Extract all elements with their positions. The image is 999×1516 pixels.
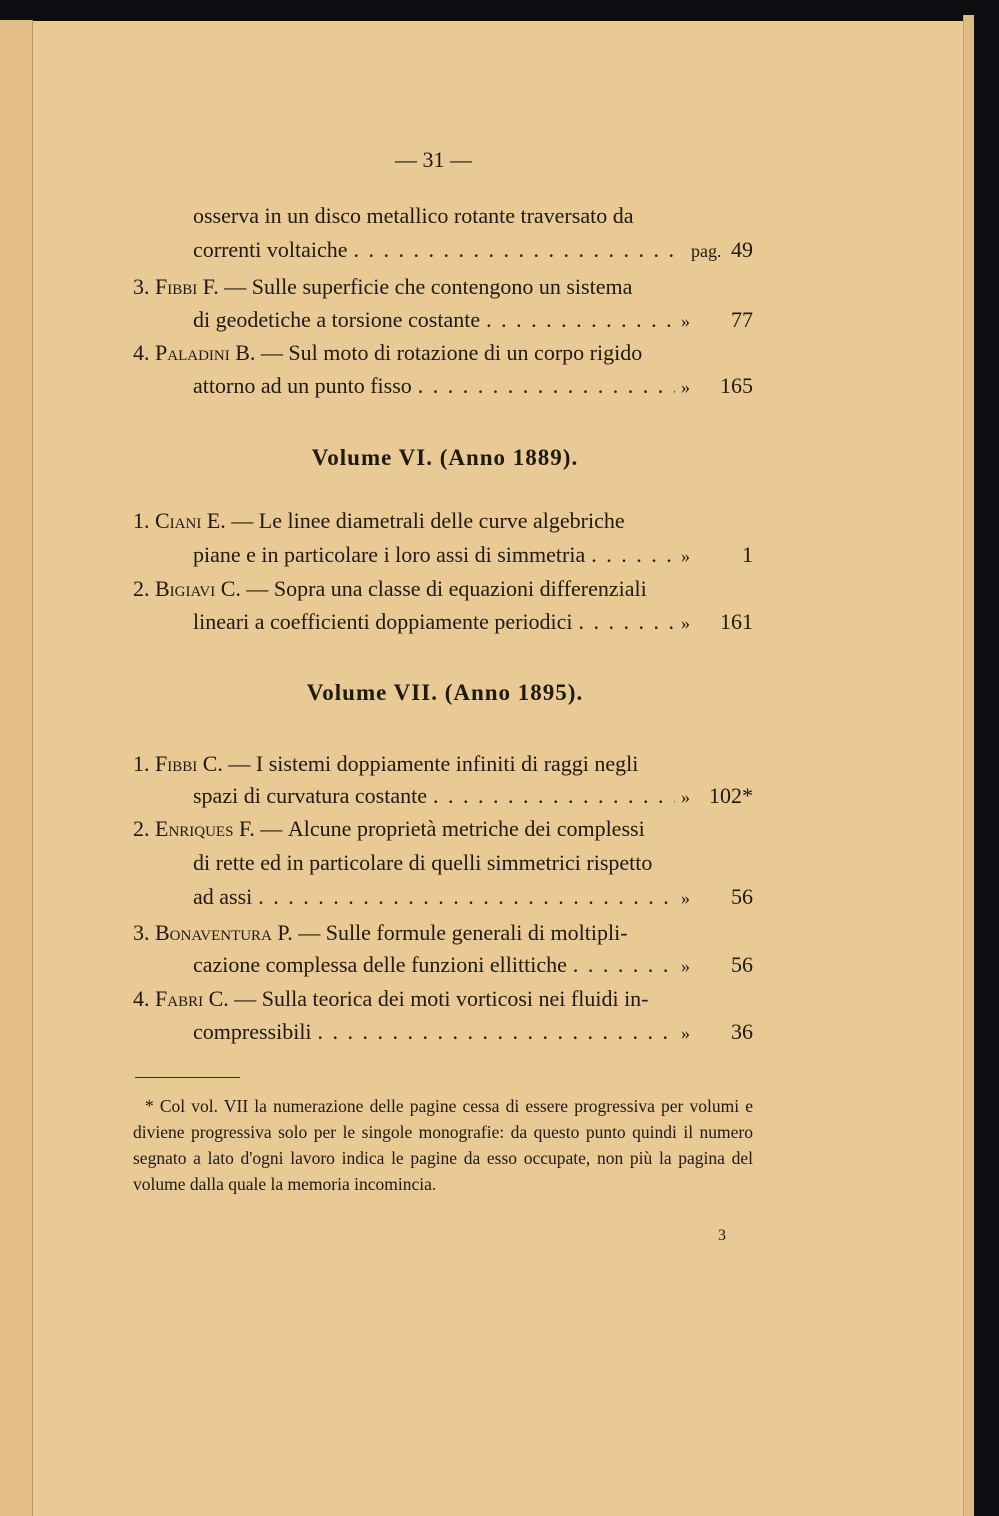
entry-author: Fabri C.: [155, 986, 229, 1011]
entry-line: [133, 575, 647, 603]
dash: —: [228, 751, 251, 776]
page-number: — 31 —: [395, 147, 472, 172]
footnote-rule: [135, 1077, 240, 1078]
dash: —: [246, 576, 269, 601]
entry-number: 1.: [133, 751, 150, 776]
dot-leader: [354, 236, 685, 264]
page-marker: »: [681, 1023, 690, 1043]
entry-author: Ciani E.: [155, 508, 226, 533]
page-marker: »: [681, 311, 690, 331]
dash: —: [260, 340, 283, 365]
entry-author: Paladini B.: [155, 340, 256, 365]
entry-line: [193, 1018, 753, 1046]
entry-author: Bonaventura P.: [155, 920, 293, 945]
dot-leader: [258, 883, 675, 911]
entry-line: [133, 750, 638, 778]
entry-author: Fibbi F.: [155, 274, 219, 299]
entry-title: Sulle formule generali di moltipli-: [325, 920, 628, 945]
entry-author: Enriques F.: [155, 816, 255, 841]
entry-number: 3.: [133, 274, 150, 299]
entry-title: piane e in particolare i loro assi di simmetria: [193, 542, 586, 567]
entry-title: lineari a coefficienti doppiamente periodici: [193, 609, 573, 634]
entry-title: attorno ad un punto fisso: [193, 373, 412, 398]
dot-leader: [433, 782, 675, 810]
entry-author: Bigiavi C.: [155, 576, 241, 601]
entry-number: 2.: [133, 576, 150, 601]
entry-line: [193, 236, 753, 264]
entry-author: Fibbi C.: [155, 751, 223, 776]
entry-line: [193, 372, 753, 400]
entry-line: [133, 507, 625, 535]
facing-page-edge: [0, 20, 33, 1516]
page-ref: 56: [731, 952, 753, 977]
signature-mark: 3: [718, 1227, 726, 1244]
entry-number: 3.: [133, 920, 150, 945]
entry-number: 4.: [133, 986, 150, 1011]
entry-line: [193, 951, 753, 979]
entry-title: ad assi: [193, 884, 253, 909]
entry-line: [193, 883, 753, 911]
entry-line: [193, 849, 753, 877]
dot-leader: [579, 608, 675, 636]
dash: —: [234, 986, 257, 1011]
page-ref: 1: [742, 542, 753, 567]
entry-number: 1.: [133, 508, 150, 533]
entry-line: [193, 541, 753, 569]
entry-title: correnti voltaiche: [193, 237, 348, 262]
entry-line: [193, 782, 753, 810]
entry-title: Sopra una classe di equazioni differenziali: [273, 576, 647, 601]
entry-title: Sulla teorica dei moti vorticosi nei fluidi in-: [261, 986, 649, 1011]
dot-leader: [318, 1018, 675, 1046]
entry-title: Sul moto di rotazione di un corpo rigido: [288, 340, 643, 365]
page-marker: »: [681, 546, 690, 566]
entry-line: [133, 273, 632, 301]
entry-title: spazi di curvatura costante: [193, 783, 427, 808]
entry-title: Le linee diametrali delle curve algebriche: [258, 508, 625, 533]
page-ref: 102*: [709, 783, 753, 808]
footnote: * Col vol. VII la numerazione delle pagine cessa di essere progressiva per volumi e diviene progressiva solo per le singole monografie: da questo punto quindi il numero segnato a lato d'ogni lavoro indica le pagine da esso occupate, non più la pagina del volume dalla quale la memoria incomincia.: [133, 1096, 753, 1194]
entry-title: I sistemi doppiamente infiniti di raggi negli: [255, 751, 639, 776]
dash: —: [260, 816, 283, 841]
entry-title: di geodetiche a torsione costante: [193, 307, 481, 332]
page-ref: 77: [731, 307, 753, 332]
page-marker: »: [681, 888, 690, 908]
volume-heading: Volume VI. (Anno 1889).: [311, 445, 579, 470]
entry-title: osserva in un disco metallico rotante traversato da: [193, 203, 634, 228]
dot-leader: [591, 541, 675, 569]
entry-number: 2.: [133, 816, 150, 841]
entry-title: cazione complessa delle funzioni ellittiche: [193, 952, 567, 977]
dot-leader: [573, 951, 675, 979]
dash: —: [224, 274, 247, 299]
entry-line: [193, 202, 753, 230]
page-marker: »: [681, 787, 690, 807]
entry-line: [133, 985, 649, 1013]
dot-leader: [486, 306, 675, 334]
page-edge: [963, 15, 974, 1516]
entry-line: [133, 815, 645, 843]
volume-heading: Volume VII. (Anno 1895).: [306, 680, 584, 705]
dash: —: [231, 508, 254, 533]
page-marker: »: [681, 377, 690, 397]
entry-title: di rette ed in particolare di quelli simmetrici rispetto: [193, 850, 653, 875]
entry-title: Alcune proprietà metriche dei complessi: [287, 816, 645, 841]
entry-line: [133, 339, 642, 367]
entry-title: compressibili: [193, 1019, 312, 1044]
page-ref: 49: [731, 237, 753, 262]
entry-number: 4.: [133, 340, 150, 365]
entry-title: Sulle superficie che contengono un sistema: [251, 274, 633, 299]
page-ref: 56: [731, 884, 753, 909]
page-ref: 36: [731, 1019, 753, 1044]
dot-leader: [418, 372, 675, 400]
page-ref: 165: [720, 373, 753, 398]
dash: —: [298, 920, 321, 945]
page-ref: 161: [720, 609, 753, 634]
page-marker: pag.: [691, 241, 722, 261]
entry-line: [193, 608, 753, 636]
entry-line: [133, 919, 628, 947]
page-marker: »: [681, 613, 690, 633]
page-marker: »: [681, 956, 690, 976]
entry-line: [193, 306, 753, 334]
